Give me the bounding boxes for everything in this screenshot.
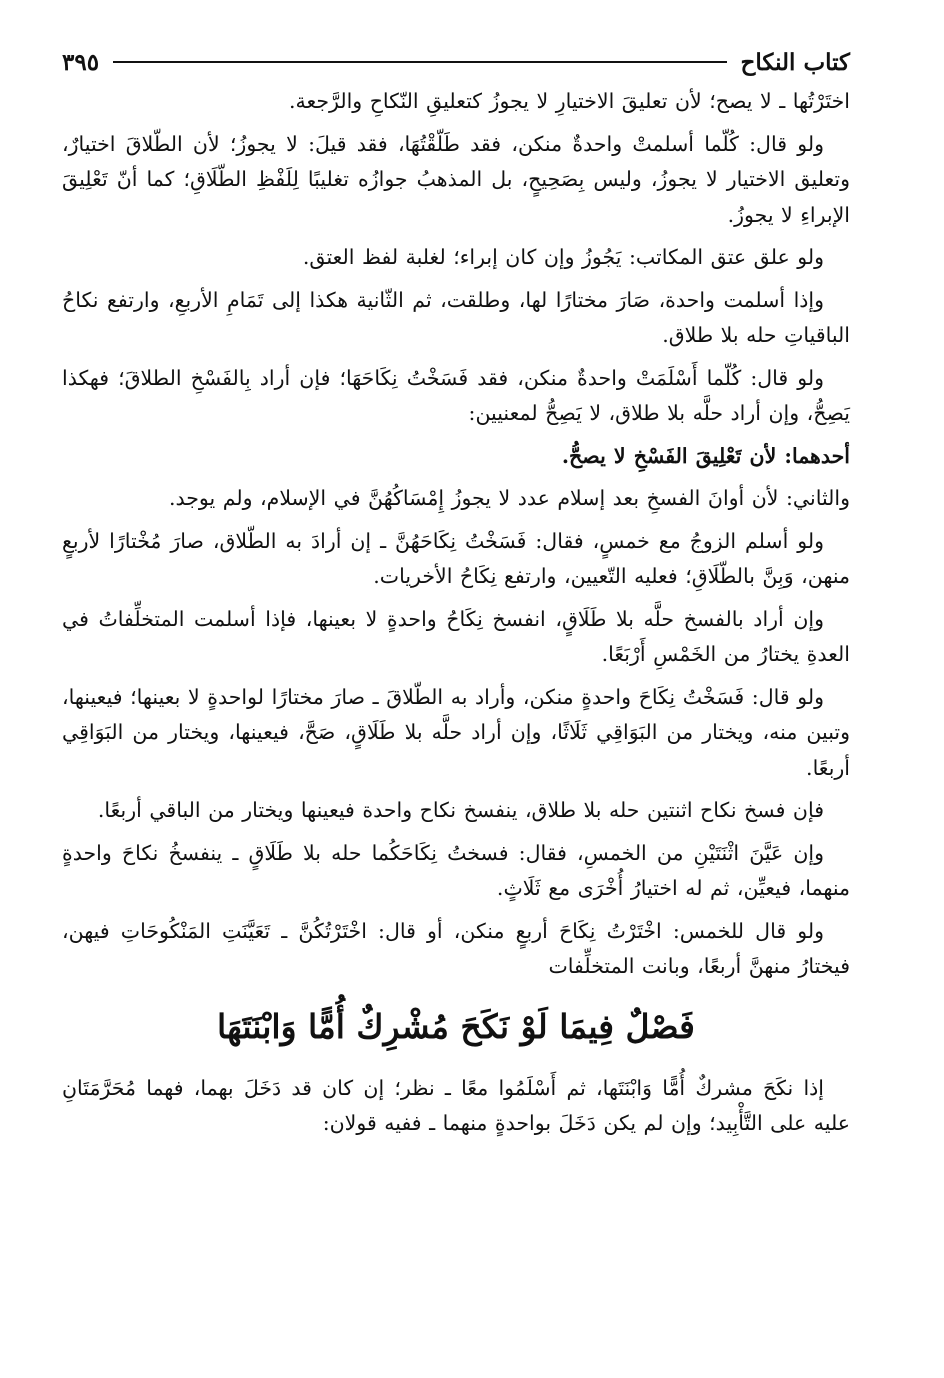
book-title: كتاب النكاح: [740, 48, 850, 76]
paragraph: ولو قال: فَسَخْتُ نِكَاحَ واحدةٍ منكن، وأراد به الطّلاقَ ـ صارَ مختارًا لواحدةٍ لا بعينها؛ فيعينها، وتبين منه، ويختار من البَوَاقِي ثَلَاثًا، وإن أراد حلَّه بلا طَلَاقٍ، صَحَّ، فيعينها، ويختار من البَوَاقِي أربعًا.: [62, 684, 850, 780]
paragraph: ولو قال للخمس: اخْتَرْتُ نِكَاحَ أربعٍ منكن، أو قال: اخْتَرْتُكُنَّ ـ تَعَيَّنَتِ المَنْكُوحَاتِ فيهن، فيختارُ منهنَّ أربعًا، وبانت المتخلِّفات: [62, 918, 850, 978]
paragraph-continuation: اختَرْتُها ـ لا يصح؛ لأن تعليقَ الاختيارِ لا يجوزُ كتعليقِ النّكاحِ والرَّجعة.: [288, 89, 850, 113]
paragraph: ولو أسلم الزوجُ مع خمسٍ، فقال: فَسَخْتُ نِكَاحَهُنَّ ـ إن أرادَ به الطّلاق، صارَ مُخْتارًا لأربعٍ منهن، وَبِنَّ بالطّلَاقِ؛ فعليه التّعيين، وارتفع نِكَاحُ الأخريات.: [62, 528, 850, 588]
paragraph-first-reason: أحدهما: لأن تَعْلِيقَ الفَسْخِ لا يصحُّ.: [561, 443, 850, 468]
paragraph-second-reason: والثاني: لأن أوانَ الفسخِ بعد إسلام عدد لا يجوزُ إِمْسَاكُهُنَّ في الإسلام، ولم يوجد.: [168, 486, 850, 510]
paragraph: فإن فسخ نكاح اثنتين حله بلا طلاق، ينفسخ نكاح واحدة فيعينها ويختار من الباقي أربعًا.: [97, 798, 824, 822]
paragraph: وإن عَيَّنَ اثْنَتَيْنِ من الخمسِ، فقال: فسختُ نِكَاحَكُما حله بلا طَلَاقٍ ـ ينفسخُ نكاحَ واحدةٍ منهما، فيعيِّن، ثم له اختيارُ أُخْرَى مع ثَلَاثٍ.: [62, 840, 850, 900]
paragraph: وإذا أسلمت واحدة، صَارَ مختارًا لها، وطلقت، ثم الثّانية هكذا إلى تَمَامِ الأربعِ، وارتفع نكاحُ الباقياتِ حله بلا طلاق.: [62, 287, 850, 347]
header-rule: [113, 61, 726, 63]
paragraph: وإن أراد بالفسخ حلَّه بلا طَلَاقٍ، انفسخ نِكَاحُ واحدةٍ لا بعينها، فإذا أسلمت المتخلِّفاتُ في العدةِ يختارُ من الخَمْسِ أَرْبَعًا.: [62, 606, 850, 666]
page-number: ٣٩٥: [62, 48, 100, 76]
paragraph: ولو قال: كُلّما أَسْلَمَتْ واحدةٌ منكن، فقد فَسَخْتُ نِكَاحَهَا؛ فإن أراد بِالفَسْخِ الطلاقَ؛ فهكذا يَصِحُّ، وإن أراد حلَّه بلا طلاق، لا يَصِحُّ لمعنيين:: [62, 365, 850, 425]
page-header: [62, 40, 850, 84]
paragraph: ولو علق عتق المكاتب: يَجُوزُ وإن كان إبراء؛ لغلبة لفظ العتق.: [302, 245, 824, 269]
book-page: [62, 40, 850, 1360]
paragraph: ولو قال: كُلّما أسلمتْ واحدةٌ منكن، فقد طَلّقْتُهَا، فقد قيلَ: لا يجوزُ؛ لأن الطّلاقَ اختيارٌ، وتعليق الاختيار لا يجوزُ، وليس بِصَحِيحٍ، بل المذهبُ جوازُه تغليبًا لِلَفْظِ الطّلَاقِ؛ كما أنّ تَعْلِيقَ الإبراءِ لا يجوزُ.: [62, 131, 850, 227]
paragraph-section-opening: إذا نكَحَ مشركٌ أُمًّا وَابْنَتَها، ثم أَسْلَمُوا معًا ـ نظر؛ إن كان قد دَخَلَ بهما، فهما مُحَرَّمَتَانِ عليه على التَّأْبِيد؛ وإن لم يكن دَخَلَ بواحدةٍ منهما ـ ففيه قولان:: [62, 1075, 850, 1135]
section-heading: فَصْلٌ فِيمَا لَوْ نَكَحَ مُشْرِكٌ أُمًّا وَابْنَتَهَا: [217, 1006, 695, 1046]
